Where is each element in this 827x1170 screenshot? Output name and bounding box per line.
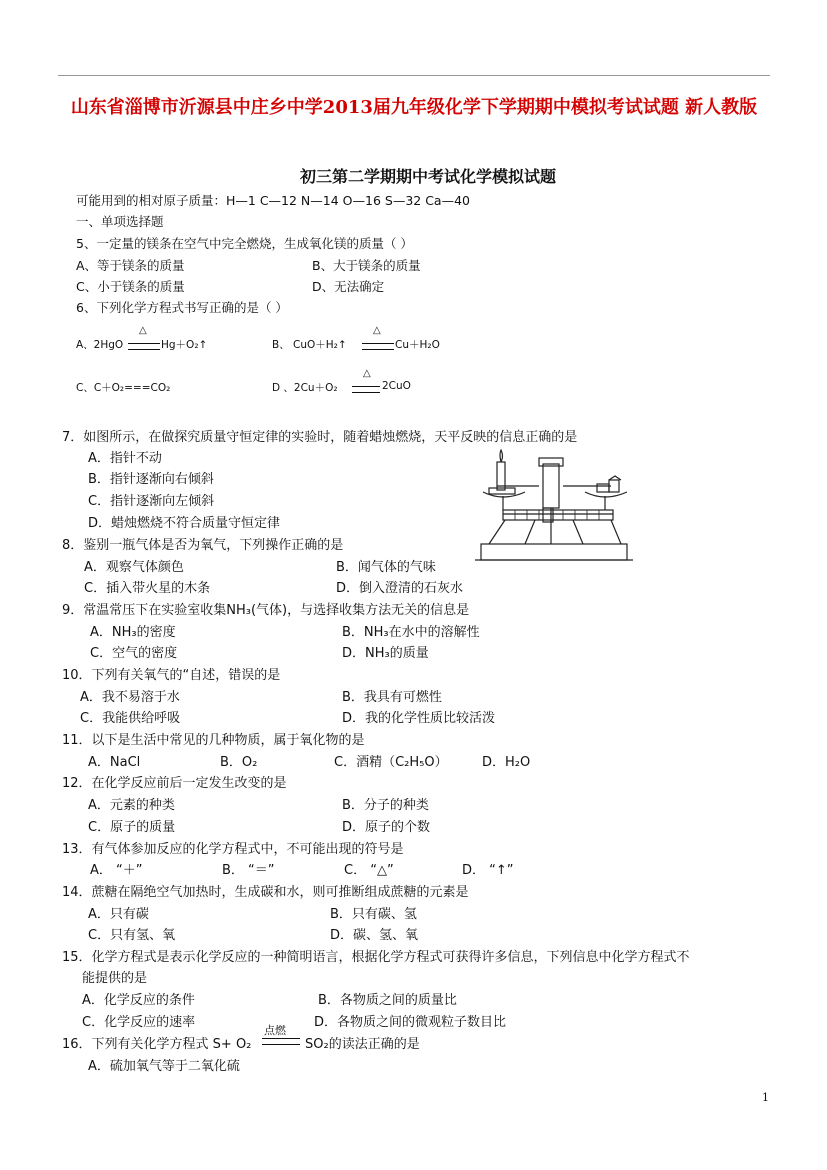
q7-option-c: C．指针逐渐向左倾斜	[88, 494, 215, 509]
balance-scale-figure	[475, 448, 635, 573]
q11-option-a: A．NaCl	[88, 755, 141, 770]
q6-option-a-reactants: A、2HgO	[76, 339, 124, 351]
q10-option-a: A．我不易溶于水	[80, 690, 180, 705]
q11-stem: 11．以下是生活中常见的几种物质，属于氧化物的是	[62, 733, 365, 748]
q10-option-d: D．我的化学性质比较活泼	[342, 711, 496, 726]
q8-stem: 8．鉴别一瓶气体是否为氧气，下列操作正确的是	[62, 538, 344, 553]
q13-stem: 13．有气体参加反应的化学方程式中，不可能出现的符号是	[62, 842, 404, 857]
q11-option-d: D．H₂O	[482, 755, 531, 770]
q5-option-d: D、无法确定	[312, 279, 385, 294]
q9-option-b: B．NH₃在水中的溶解性	[342, 625, 480, 640]
q6-option-d-products: 2CuO	[382, 380, 411, 392]
q16-stem-right: SO₂的读法正确的是	[305, 1037, 420, 1052]
q6-option-b-reactants: B、 CuO＋H₂↑	[272, 339, 347, 351]
q6-option-b-condition: △	[373, 325, 381, 336]
q15-option-b: B．各物质之间的质量比	[318, 993, 457, 1008]
q10-option-b: B．我具有可燃性	[342, 690, 442, 705]
q8-option-c: C．插入带火星的木条	[84, 581, 211, 596]
q5-option-c: C、小于镁条的质量	[76, 279, 185, 294]
q15-option-c: C．化学反应的速率	[82, 1015, 196, 1030]
exam-title: 初三第二学期期中考试化学模拟试题	[300, 167, 557, 186]
q5-option-a: A、等于镁条的质量	[76, 258, 185, 273]
q15-stem-line2: 能提供的是	[82, 971, 148, 986]
q16-condition: 点燃	[264, 1024, 286, 1037]
q6-option-a-condition: △	[139, 325, 147, 336]
q5-option-b: B、大于镁条的质量	[312, 258, 421, 273]
header-rule	[58, 75, 770, 76]
q13-option-c: C． “△”	[344, 863, 394, 878]
q16-stem-left: 16．下列有关化学方程式 S+ O₂	[62, 1037, 252, 1052]
q8-option-d: D．倒入澄清的石灰水	[336, 581, 464, 596]
page-number: 1	[762, 1091, 769, 1104]
q15-stem-line1: 15．化学方程式是表示化学反应的一种简明语言，根据化学方程式可获得许多信息，下列信息中化学方程式不	[62, 950, 690, 965]
q6-option-b-equals	[362, 343, 394, 350]
q13-option-d: D． “↑”	[462, 863, 514, 878]
q10-stem: 10．下列有关氧气的“自述，错误的是	[62, 668, 281, 683]
q7-option-a: A．指针不动	[88, 451, 162, 466]
q12-option-a: A．元素的种类	[88, 798, 175, 813]
q6-option-c: C、C＋O₂===CO₂	[76, 382, 171, 394]
q7-option-d: D．蜡烛燃烧不符合质量守恒定律	[88, 516, 281, 531]
q5-stem: 5、一定量的镁条在空气中完全燃烧，生成氧化镁的质量（ ）	[76, 236, 413, 251]
document-title: 山东省淄博市沂源县中庄乡中学2013届九年级化学下学期期中模拟考试试题 新人教版	[70, 97, 758, 118]
q10-option-c: C．我能供给呼吸	[80, 711, 181, 726]
q9-option-d: D．NH₃的质量	[342, 646, 429, 661]
q12-option-b: B．分子的种类	[342, 798, 429, 813]
q13-option-a: A． “＋”	[90, 863, 143, 878]
q6-option-d-equals	[352, 386, 380, 393]
q6-option-a-products: Hg＋O₂↑	[161, 339, 208, 351]
q14-option-a: A．只有碳	[88, 907, 149, 922]
q15-option-a: A．化学反应的条件	[82, 993, 195, 1008]
section-one-heading: 一、单项选择题	[76, 214, 164, 229]
q9-stem: 9．常温常压下在实验室收集NH₃(气体)，与选择收集方法无关的信息是	[62, 603, 470, 618]
q6-stem: 6、下列化学方程式书写正确的是（ ）	[76, 300, 288, 315]
q16-equals	[262, 1038, 300, 1045]
q12-option-c: C．原子的质量	[88, 820, 176, 835]
q6-option-a-equals	[128, 343, 160, 350]
q14-option-c: C．只有氢、氧	[88, 928, 176, 943]
q7-stem: 7．如图所示，在做探究质量守恒定律的实验时，随着蜡烛燃烧，天平反映的信息正确的是	[62, 430, 578, 445]
q11-option-c: C．酒精（C₂H₅O）	[334, 755, 448, 770]
q9-option-c: C．空气的密度	[90, 646, 178, 661]
q7-option-b: B．指针逐渐向右倾斜	[88, 472, 214, 487]
q8-option-a: A．观察气体颜色	[84, 560, 184, 575]
q14-option-d: D．碳、氢、氧	[330, 928, 419, 943]
q15-option-d: D．各物质之间的微观粒子数目比	[314, 1015, 507, 1030]
q12-option-d: D．原子的个数	[342, 820, 431, 835]
q9-option-a: A．NH₃的密度	[90, 625, 176, 640]
q12-stem: 12．在化学反应前后一定发生改变的是	[62, 776, 287, 791]
q14-stem: 14．蔗糖在隔绝空气加热时，生成碳和水，则可推断组成蔗糖的元素是	[62, 885, 469, 900]
q6-option-b-products: Cu＋H₂O	[395, 339, 440, 351]
q8-option-b: B．闻气体的气味	[336, 560, 436, 575]
q6-option-d-condition: △	[363, 368, 371, 379]
q6-option-d-reactants: D 、2Cu＋O₂	[272, 382, 338, 394]
atomic-masses: 可能用到的相对原子质量：H—1 C—12 N—14 O—16 S—32 Ca—40	[76, 193, 470, 208]
q11-option-b: B．O₂	[220, 755, 258, 770]
q14-option-b: B．只有碳、氢	[330, 907, 417, 922]
q13-option-b: B． “＝”	[222, 863, 275, 878]
q16-option-a: A．硫加氧气等于二氧化硫	[88, 1059, 240, 1074]
